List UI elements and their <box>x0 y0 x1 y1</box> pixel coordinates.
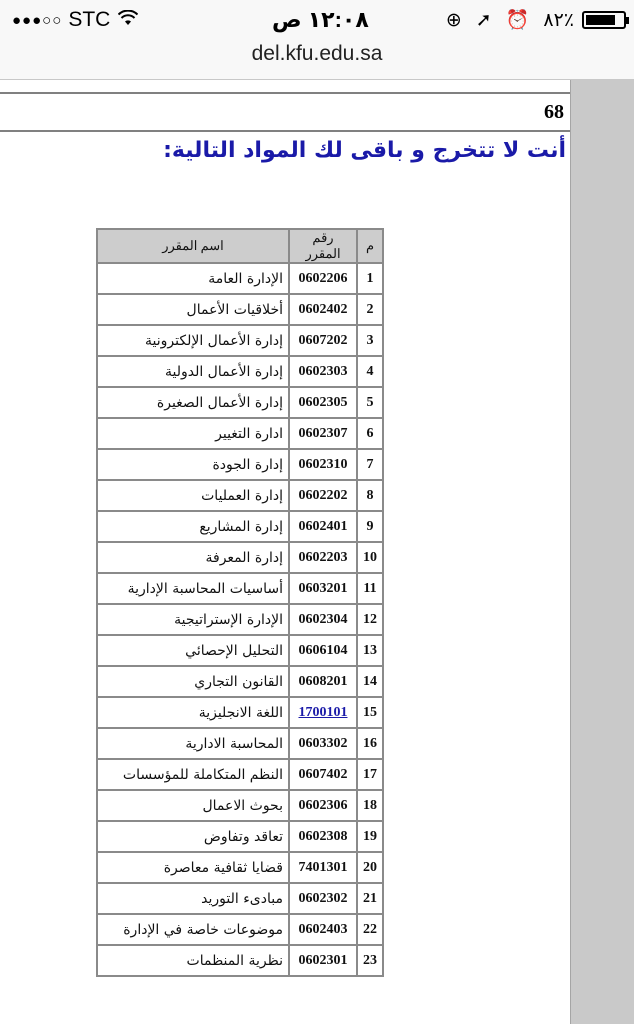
status-left <box>12 8 138 32</box>
table-row <box>97 852 383 883</box>
row-index: 23 <box>357 945 383 976</box>
row-index: 1 <box>357 263 383 294</box>
table-row <box>97 325 383 356</box>
course-name: الإدارة الإستراتيجية <box>97 604 289 635</box>
row-index: 22 <box>357 914 383 945</box>
course-name: مبادىء التوريد <box>97 883 289 914</box>
table-row <box>97 573 383 604</box>
table-row <box>97 356 383 387</box>
course-code: 7401301 <box>289 852 357 883</box>
course-code: 0603302 <box>289 728 357 759</box>
course-name: إدارة المعرفة <box>97 542 289 573</box>
row-index: 9 <box>357 511 383 542</box>
row-index: 4 <box>357 356 383 387</box>
course-code: 0602403 <box>289 914 357 945</box>
row-index: 6 <box>357 418 383 449</box>
course-code: 0608201 <box>289 666 357 697</box>
course-name: قضايا ثقافية معاصرة <box>97 852 289 883</box>
table-row <box>97 945 383 976</box>
course-code: 0602304 <box>289 604 357 635</box>
course-name: إدارة الأعمال الصغيرة <box>97 387 289 418</box>
course-code: 0602203 <box>289 542 357 573</box>
course-code: 0602302 <box>289 883 357 914</box>
table-header-row <box>97 229 383 263</box>
number-cell: 68 <box>0 94 570 132</box>
course-code: 0602402 <box>289 294 357 325</box>
table-row <box>97 790 383 821</box>
row-index: 8 <box>357 480 383 511</box>
table-row <box>97 635 383 666</box>
table-row <box>97 542 383 573</box>
orientation-lock-icon: ⊕ <box>445 9 462 31</box>
table-row <box>97 914 383 945</box>
row-index: 21 <box>357 883 383 914</box>
battery-percent: ٨٢٪ <box>543 9 574 31</box>
row-index: 18 <box>357 790 383 821</box>
course-name: الإدارة العامة <box>97 263 289 294</box>
row-index: 11 <box>357 573 383 604</box>
carrier-name: STC <box>68 8 111 31</box>
course-name: القانون التجاري <box>97 666 289 697</box>
row-index: 12 <box>357 604 383 635</box>
row-index: 16 <box>357 728 383 759</box>
course-code: 0606104 <box>289 635 357 666</box>
course-code: 0602401 <box>289 511 357 542</box>
course-name: إدارة المشاريع <box>97 511 289 542</box>
course-code: 0607202 <box>289 325 357 356</box>
table-row <box>97 480 383 511</box>
course-code: 0602310 <box>289 449 357 480</box>
row-index: 20 <box>357 852 383 883</box>
url-text[interactable]: del.kfu.edu.sa <box>251 42 383 65</box>
web-page <box>0 80 634 1024</box>
course-code-link[interactable]: 1700101 <box>298 704 348 720</box>
row-index: 10 <box>357 542 383 573</box>
table-body <box>97 263 383 976</box>
course-code: 0602303 <box>289 356 357 387</box>
course-name: إدارة الأعمال الإلكترونية <box>97 325 289 356</box>
course-name: نظرية المنظمات <box>97 945 289 976</box>
table-row <box>97 294 383 325</box>
course-name: اللغة الانجليزية <box>97 697 289 728</box>
row-index: 13 <box>357 635 383 666</box>
wifi-icon <box>118 10 138 31</box>
battery-icon <box>582 11 626 29</box>
row-index: 7 <box>357 449 383 480</box>
course-code: 0602305 <box>289 387 357 418</box>
course-name: إدارة الجودة <box>97 449 289 480</box>
course-name: موضوعات خاصة في الإدارة <box>97 914 289 945</box>
remaining-courses-table <box>96 228 384 977</box>
course-name: النظم المتكاملة للمؤسسات <box>97 759 289 790</box>
battery-fill <box>586 15 615 25</box>
status-right <box>432 8 626 32</box>
status-bar <box>0 0 634 40</box>
clock: ١٢:٠٨ ص <box>272 7 369 32</box>
table-row <box>97 263 383 294</box>
course-name: إدارة الأعمال الدولية <box>97 356 289 387</box>
course-code: 0602202 <box>289 480 357 511</box>
header-name: اسم المقرر <box>97 229 289 263</box>
course-code: 0602206 <box>289 263 357 294</box>
course-code: 0602306 <box>289 790 357 821</box>
table-row <box>97 759 383 790</box>
table-row <box>97 511 383 542</box>
row-index: 5 <box>357 387 383 418</box>
address-bar[interactable] <box>0 40 634 80</box>
row-index: 19 <box>357 821 383 852</box>
course-name: أخلاقيات الأعمال <box>97 294 289 325</box>
table-row <box>97 418 383 449</box>
course-code: 0607402 <box>289 759 357 790</box>
course-name: المحاسبة الادارية <box>97 728 289 759</box>
course-name: إدارة العمليات <box>97 480 289 511</box>
table-row <box>97 728 383 759</box>
row-index: 14 <box>357 666 383 697</box>
course-name: أساسيات المحاسبة الإدارية <box>97 573 289 604</box>
course-code-cell <box>289 697 357 728</box>
row-index: 3 <box>357 325 383 356</box>
course-code: 0602301 <box>289 945 357 976</box>
table-row <box>97 821 383 852</box>
table-row <box>97 697 383 728</box>
course-code: 0602307 <box>289 418 357 449</box>
alarm-icon: ⏰ <box>505 10 530 31</box>
location-arrow-icon: ➚ <box>475 9 492 31</box>
header-code: رقم المقرر <box>289 229 357 263</box>
course-name: التحليل الإحصائي <box>97 635 289 666</box>
course-code: 0603201 <box>289 573 357 604</box>
row-index: 2 <box>357 294 383 325</box>
table-row <box>97 666 383 697</box>
row-index: 17 <box>357 759 383 790</box>
course-name: ادارة التغيير <box>97 418 289 449</box>
table-row <box>97 604 383 635</box>
header-index: م <box>357 229 383 263</box>
course-code: 0602308 <box>289 821 357 852</box>
table-row <box>97 883 383 914</box>
page-heading: أنت لا تتخرج و باقى لك المواد التالية: <box>163 138 566 163</box>
course-name: بحوث الاعمال <box>97 790 289 821</box>
scroll-gutter[interactable] <box>570 80 634 1024</box>
course-name: تعاقد وتفاوض <box>97 821 289 852</box>
table-row <box>97 387 383 418</box>
table-row <box>97 449 383 480</box>
row-index: 15 <box>357 697 383 728</box>
signal-strength-icon: ●●●○○ <box>12 11 63 29</box>
